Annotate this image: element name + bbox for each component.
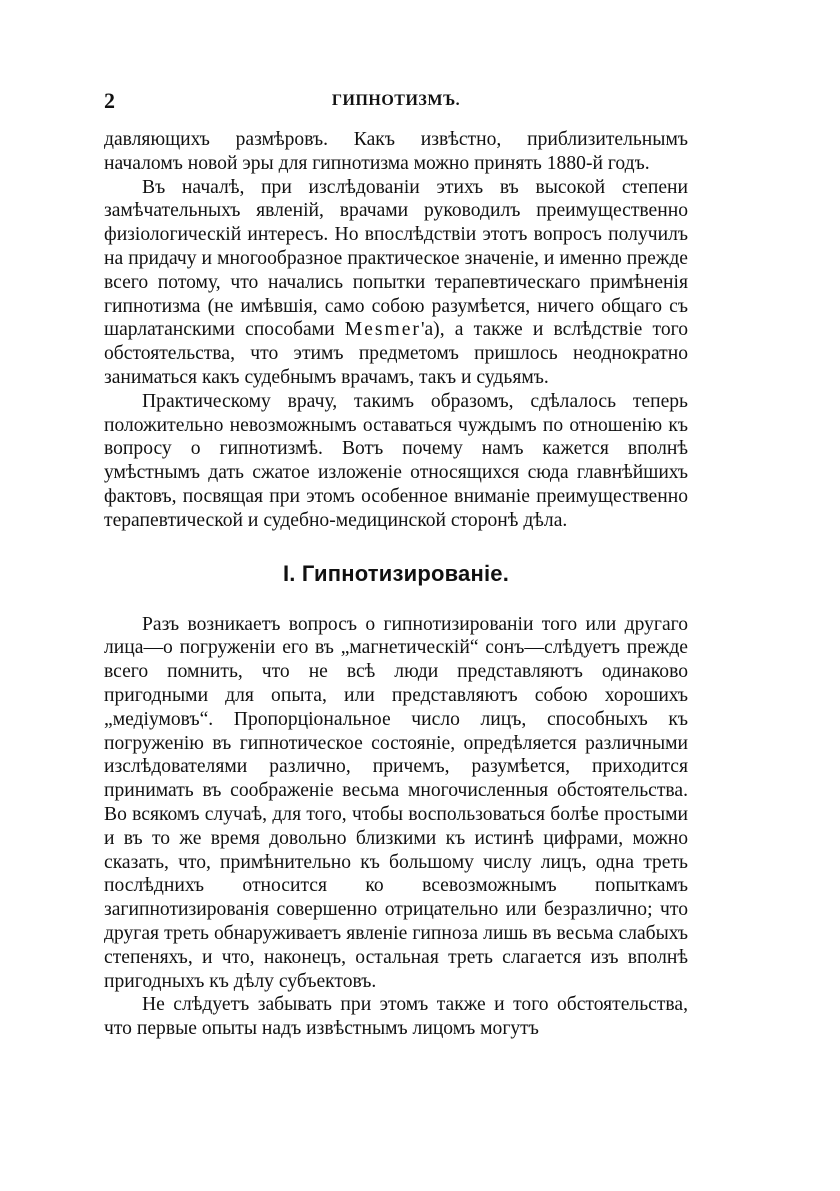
section-paragraph-first-experiments: Не слѣдуетъ забывать при этомъ также и того обстоятельства, что первые опыты надъ извѣстнымъ лицомъ могутъ — [104, 994, 688, 1040]
page-header — [104, 88, 688, 128]
running-title: ГИПНОТИЗМЪ. — [331, 92, 461, 109]
paragraph-medical-interest — [104, 176, 688, 390]
book-page — [104, 88, 688, 1041]
page-number: 2 — [104, 88, 115, 113]
paragraph-medical-interest-part1: Въ началѣ, при изслѣдованіи этихъ въ высокой степени замѣчательныхъ явленій, врачами руководилъ преимущественно физіологическій интересъ. Но впослѣдствіи этотъ вопросъ получилъ на придачу и многообразное практическое значеніе, и именно прежде всего потому, что начались попытки терапевтическаго примѣненія гипнотизма (не имѣвшія, само собою разумѣется, ничего общаго съ шарлатанскими способами — [104, 176, 688, 341]
section-paragraph-hypnotizing: Разъ возникаетъ вопросъ о гипнотизированіи того или другаго лица—о погруженіи его въ „магнетическій“ сонъ—слѣдуетъ прежде всего помнить, что не всѣ люди представляютъ одинаково пригодными для опыта, или представляютъ собою хорошихъ „медіумовъ“. Пропорціональное число лицъ, способныхъ къ погруженію въ гипнотическое состояніе, опредѣляется различными изслѣдователями различно, причемъ, разумѣется, приходится принимать въ соображеніе весьма многочисленныя обстоятельства. Во всякомъ случаѣ, для того, чтобы воспользоваться болѣе простыми и въ то же время довольно близкими къ истинѣ цифрами, можно сказать, что, примѣнительно къ большому числу лицъ, одна треть послѣднихъ относится ко всевозможнымъ попыткамъ загипнотизированія совершенно отрицательно или безразлично; что другая треть обнаруживаетъ явленіе гипноза лишь въ весьма слабыхъ степеняхъ, и что, наконецъ, остальная треть слагается изъ вполнѣ пригодныхъ къ дѣлу субъектовъ. — [104, 613, 688, 992]
paragraph-medical-interest-part2: 'a), а также и вслѣдствіе того обстоятельства, что этимъ предметомъ пришлось неоднократно заниматься какъ судебнымъ врачамъ, такъ и судьямъ. — [104, 319, 688, 388]
mesmer-name: Mesmer — [344, 319, 421, 341]
section-heading: I. Гипнотизированіе. — [282, 560, 510, 586]
intro-paragraph: давляющихъ размѣровъ. Какъ извѣстно, приблизительнымъ началомъ новой эры для гипнотизма можно принять 1880-й годъ. — [104, 129, 688, 174]
paragraph-practical-doctor: Практическому врачу, такимъ образомъ, сдѣлалось теперь положительно невозможнымъ оставаться чуждымъ по отношенію къ вопросу о гипнотизмѣ. Вотъ почему намъ кажется вполнѣ умѣстнымъ дать сжатое изложеніе относящихся сюда главнѣйшихъ фактовъ, посвящая при этомъ особенное вниманіе преимущественно терапевтической и судебно-медицинской сторонѣ дѣла. — [104, 390, 688, 531]
